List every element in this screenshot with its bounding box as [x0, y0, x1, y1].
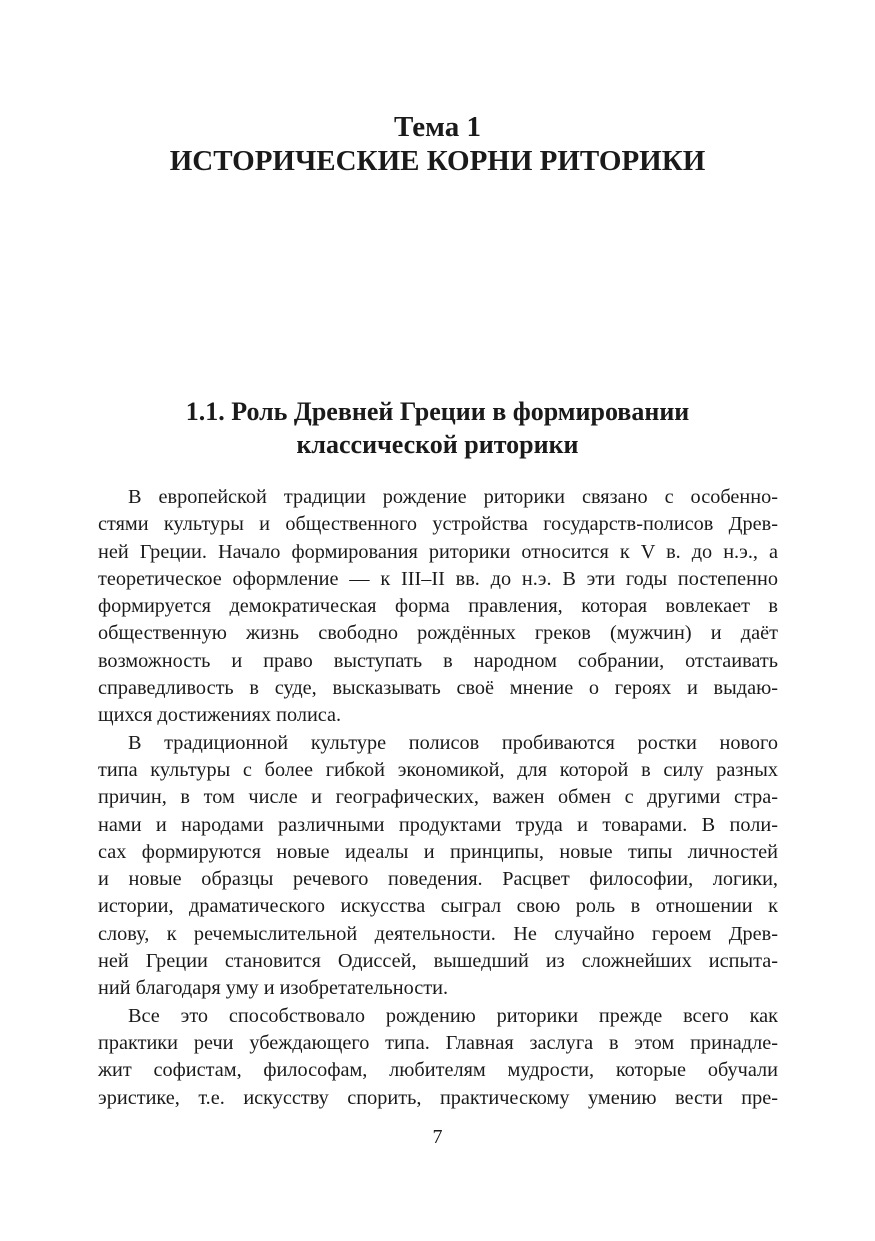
text-line: эристике, т.е. искусству спорить, практическому умению вести пре- [98, 1086, 778, 1109]
paragraph-3 [98, 1003, 778, 1112]
text-line: типа культуры с более гибкой экономикой, для которой в силу разных [98, 758, 778, 781]
text-line: ней Греции становится Одиссей, вышедший из сложнейших испыта- [98, 950, 778, 973]
text-line: ний благодаря уму и изобретательности. [98, 977, 449, 1000]
text-line: жит софистам, философам, любителям мудрости, которые обучали [98, 1059, 778, 1082]
text-line: теоретическое оформление — к III–II вв. до н.э. В эти годы постепенно [98, 567, 778, 590]
section-heading-line-2: классической риторики [296, 430, 579, 459]
text-line: истории, драматического искусства сыграл свою роль в отношении к [98, 895, 778, 918]
text-line: ней Греции. Начало формирования риторики относится к V в. до н.э., а [98, 540, 778, 563]
chapter-title: ИСТОРИЧЕСКИЕ КОРНИ РИТОРИКИ [169, 145, 706, 177]
text-line: и новые образцы речевого поведения. Расцвет философии, логики, [98, 868, 778, 891]
text-line: сах формируются новые идеалы и принципы, новые типы личностей [98, 840, 778, 863]
text-line: возможность и право выступать в народном собрании, отстаивать [98, 649, 778, 672]
paragraph-2 [98, 730, 778, 1003]
paragraph-1 [98, 484, 778, 730]
section-heading [120, 395, 755, 461]
section-heading-line-1: 1.1. Роль Древней Греции в формировании [185, 397, 690, 426]
text-line: стями культуры и общественного устройства государств-полисов Древ- [98, 513, 778, 536]
text-line: В традиционной культуре полисов пробиваются ростки нового [128, 731, 778, 754]
text-line: слову, к речемыслительной деятельности. Не случайно героем Древ- [98, 922, 778, 945]
text-line: общественную жизнь свободно рождённых греков (мужчин) и даёт [98, 622, 778, 645]
chapter-label: Тема 1 [394, 111, 481, 143]
text-line: причин, в том числе и географических, важен обмен с другими стра- [98, 786, 778, 809]
text-line: В европейской традиции рождение риторики связано с особенно- [128, 486, 778, 508]
body-text [98, 484, 778, 1112]
text-line: щихся достижениях полиса. [98, 704, 342, 727]
text-line: справедливость в суде, высказывать своё мнение о героях и выдаю- [98, 677, 778, 700]
text-line: нами и народами различными продуктами труда и товарами. В поли- [98, 813, 778, 836]
text-line: Все это способствовало рождению риторики прежде всего как [128, 1004, 778, 1027]
text-line: практики речи убеждающего типа. Главная заслуга в этом принадле- [98, 1031, 778, 1054]
page-number: 7 [432, 1126, 443, 1148]
text-line: формируется демократическая форма правления, которая вовлекает в [98, 595, 778, 618]
